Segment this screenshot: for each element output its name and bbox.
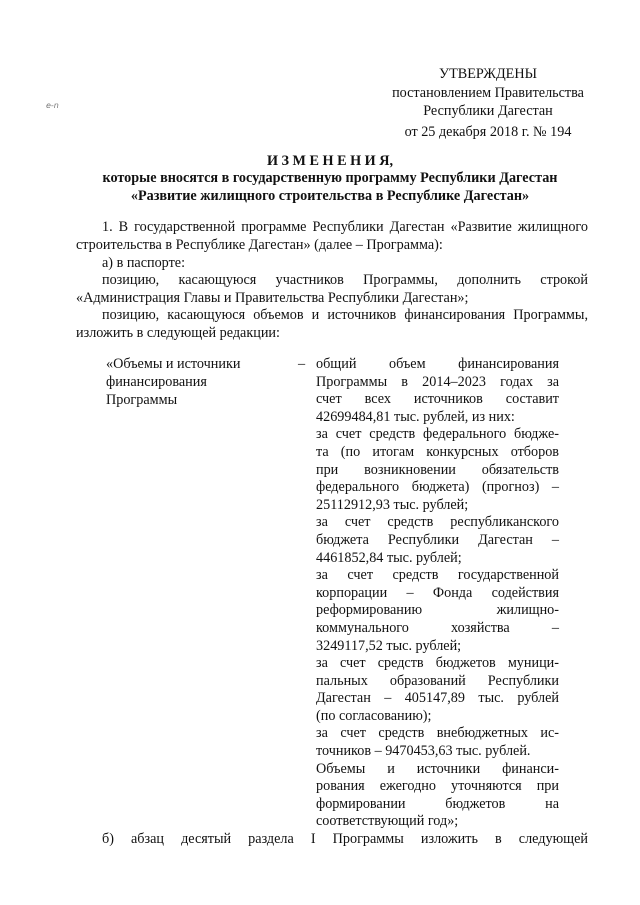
table-right-line: точников – 9470453,63 тыс. рублей. xyxy=(316,743,531,760)
table-right-line: общий объем финансирования xyxy=(316,356,559,372)
table-right-line: соответствующий год»; xyxy=(316,813,459,830)
table-right-line: реформированию жилищно- xyxy=(316,602,559,619)
approval-date: от 25 декабря 2018 г. № 194 xyxy=(404,124,572,140)
table-right-line: за счет средств государственной xyxy=(316,567,559,584)
table-right-line: федерального бюджета) (прогноз) – xyxy=(316,479,559,496)
table-right-line: за счет средств бюджетов муници- xyxy=(316,655,559,672)
table-right-line: 3249117,52 тыс. рублей; xyxy=(316,637,462,654)
table-right-line: формировании бюджетов на xyxy=(316,795,559,812)
table-right-line: (по согласованию); xyxy=(316,707,432,724)
table-right-line: Дагестан – 405147,89 тыс. рублей xyxy=(316,690,559,707)
approval-title: УТВЕРЖДЕНЫ xyxy=(439,66,537,82)
paragraph-4: позицию, касающуюся объемов и источников финансирования Программы, изложить в следующей редакции: xyxy=(76,307,588,341)
table-right-line: 42699484,81 тыс. рублей, из них: xyxy=(316,408,515,425)
table-left-line-3: Программы xyxy=(106,392,178,408)
table-right-column xyxy=(316,356,559,831)
paragraph-1: 1. В государственной программе Республики Дагестан «Развитие жилищного строительства в Республике Дагестан» (далее – Программа): xyxy=(76,219,588,253)
table-left-line-1: «Объемы и источники xyxy=(106,356,241,372)
table-left-line-2: финансирования xyxy=(106,374,207,390)
table-right-line: при возникновении обязательств xyxy=(316,461,559,478)
document-title: И З М Е Н Е Н И Я, xyxy=(266,153,394,169)
table-right-line: за счет средств федерального бюдже- xyxy=(316,426,559,443)
paragraph-2: а) в паспорте: xyxy=(102,255,186,271)
table-right-line: та (по итогам конкурсных отборов xyxy=(316,443,559,460)
approval-line-1: постановлением Правительства xyxy=(392,85,584,101)
table-right-line: 25112912,93 тыс. рублей; xyxy=(316,496,469,513)
table-right-line: корпорации – Фонда содействия xyxy=(316,584,559,601)
document-subtitle-1: которые вносятся в государственную программу Республики Дагестан xyxy=(102,170,558,186)
table-right-line: за счет средств республиканского xyxy=(316,514,559,531)
table-right-line: 4461852,84 тыс. рублей; xyxy=(316,549,462,566)
document-subtitle-2: «Развитие жилищного строительства в Республике Дагестан» xyxy=(130,188,530,204)
margin-handwritten-mark: e-n xyxy=(46,101,59,110)
table-right-line: пальных образований Республики xyxy=(316,672,559,689)
approval-line-2: Республики Дагестан xyxy=(423,103,553,119)
table-right-line: бюджета Республики Дагестан – xyxy=(316,531,559,548)
table-right-line: Программы в 2014–2023 годах за xyxy=(316,373,559,390)
table-right-line: счет всех источников составит xyxy=(316,391,559,408)
paragraph-3: позицию, касающуюся участников Программы, дополнить строкой «Администрация Главы и Правительства Республики Дагестан»; xyxy=(76,272,588,306)
table-right-line: коммунального хозяйства – xyxy=(316,619,559,636)
table-right-line: Объемы и источники финанси- xyxy=(316,760,559,777)
table-dash: – xyxy=(298,356,306,372)
table-right-line: за счет средств внебюджетных ис- xyxy=(316,725,559,742)
paragraph-b: б) абзац десятый раздела I Программы изложить в следующей xyxy=(102,831,588,847)
table-right-line: рования ежегодно уточняются при xyxy=(316,778,559,795)
